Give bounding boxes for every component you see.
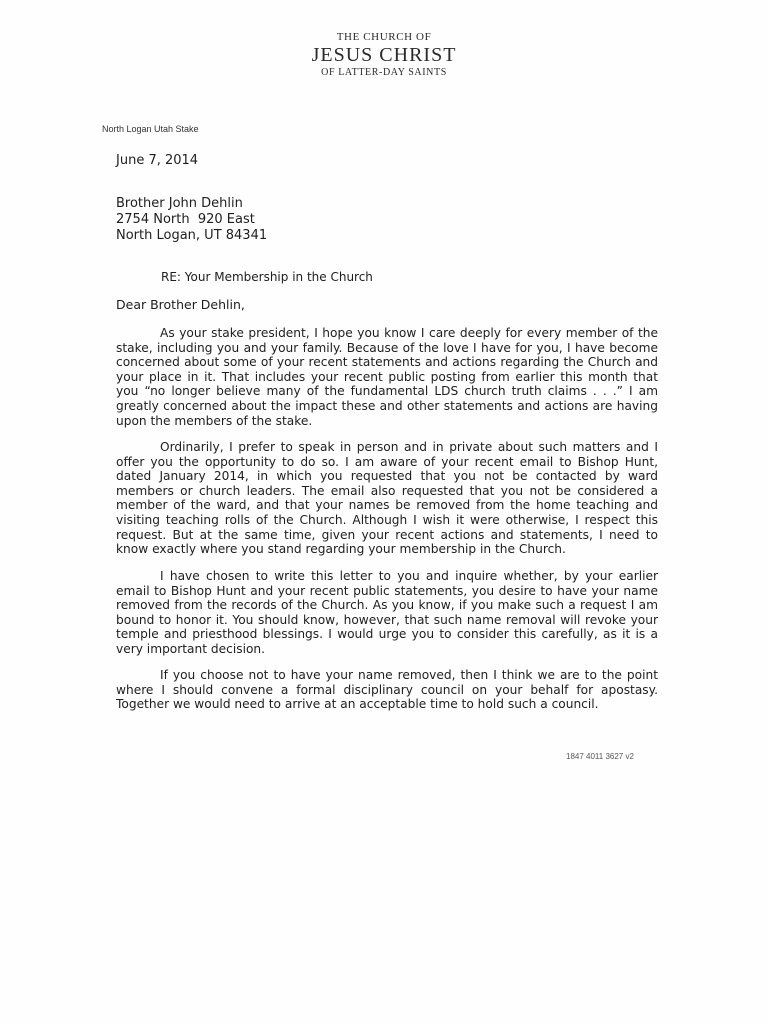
recipient-city: North Logan, UT 84341 [116,228,268,243]
church-letterhead [0,30,768,79]
recipient-address [116,196,267,244]
document-number: 1847 4011 3627 v2 [566,752,634,761]
body-paragraph-3: I have chosen to write this letter to you and inquire whether, by your earlier email to Bishop Hunt and your recent public statements, you desire to have your name removed from the records of the Church. As you know, if you make such a request I am bound to honor it. You should know, however, that such name removal will revoke your temple and priesthood blessings. I would urge you to consider this carefully, as it is a very important decision. [116,569,658,656]
salutation: Dear Brother Dehlin, [116,297,245,312]
letterhead-line-3: OF LATTER-DAY SAINTS [321,67,447,78]
letter-date: June 7, 2014 [116,153,199,168]
body-paragraph-4: If you choose not to have your name removed, then I think we are to the point where I should convene a formal disciplinary council on your behalf for apostasy. Together we would need to arrive at an acceptable time to hold such a council. [116,668,658,712]
subject-line: RE: Your Membership in the Church [161,270,373,284]
body-paragraph-1: As your stake president, I hope you know I care deeply for every member of the stake, including you and your family. Because of the love I have for you, I have become concerned about some of your recent statements and actions regarding the Church and your place in it. That includes your recent public posting from earlier this month that you “no longer believe many of the fundamental LDS church truth claims . . .” I am greatly concerned about the impact these and other statements and actions are having upon the members of the stake. [116,326,658,428]
recipient-name: Brother John Dehlin [116,196,243,211]
letterhead-line-1: THE CHURCH OF [336,31,432,43]
letterhead-line-2: JESUS CHRIST [311,44,457,66]
recipient-street: 2754 North 920 East [116,212,255,227]
body-paragraph-2: Ordinarily, I prefer to speak in person and in private about such matters and I offer you the opportunity to do so. I am aware of your recent email to Bishop Hunt, dated January 2014, in which you requested that you not be contacted by ward members or church leaders. The email also requested that you not be considered a member of the ward, and that your names be removed from the home teaching and visiting teaching rolls of the Church. Although I wish it were otherwise, I respect this request. But at the same time, given your recent actions and statements, I need to know exactly where you stand regarding your membership in the Church. [116,440,658,557]
stake-name: North Logan Utah Stake [102,124,199,134]
